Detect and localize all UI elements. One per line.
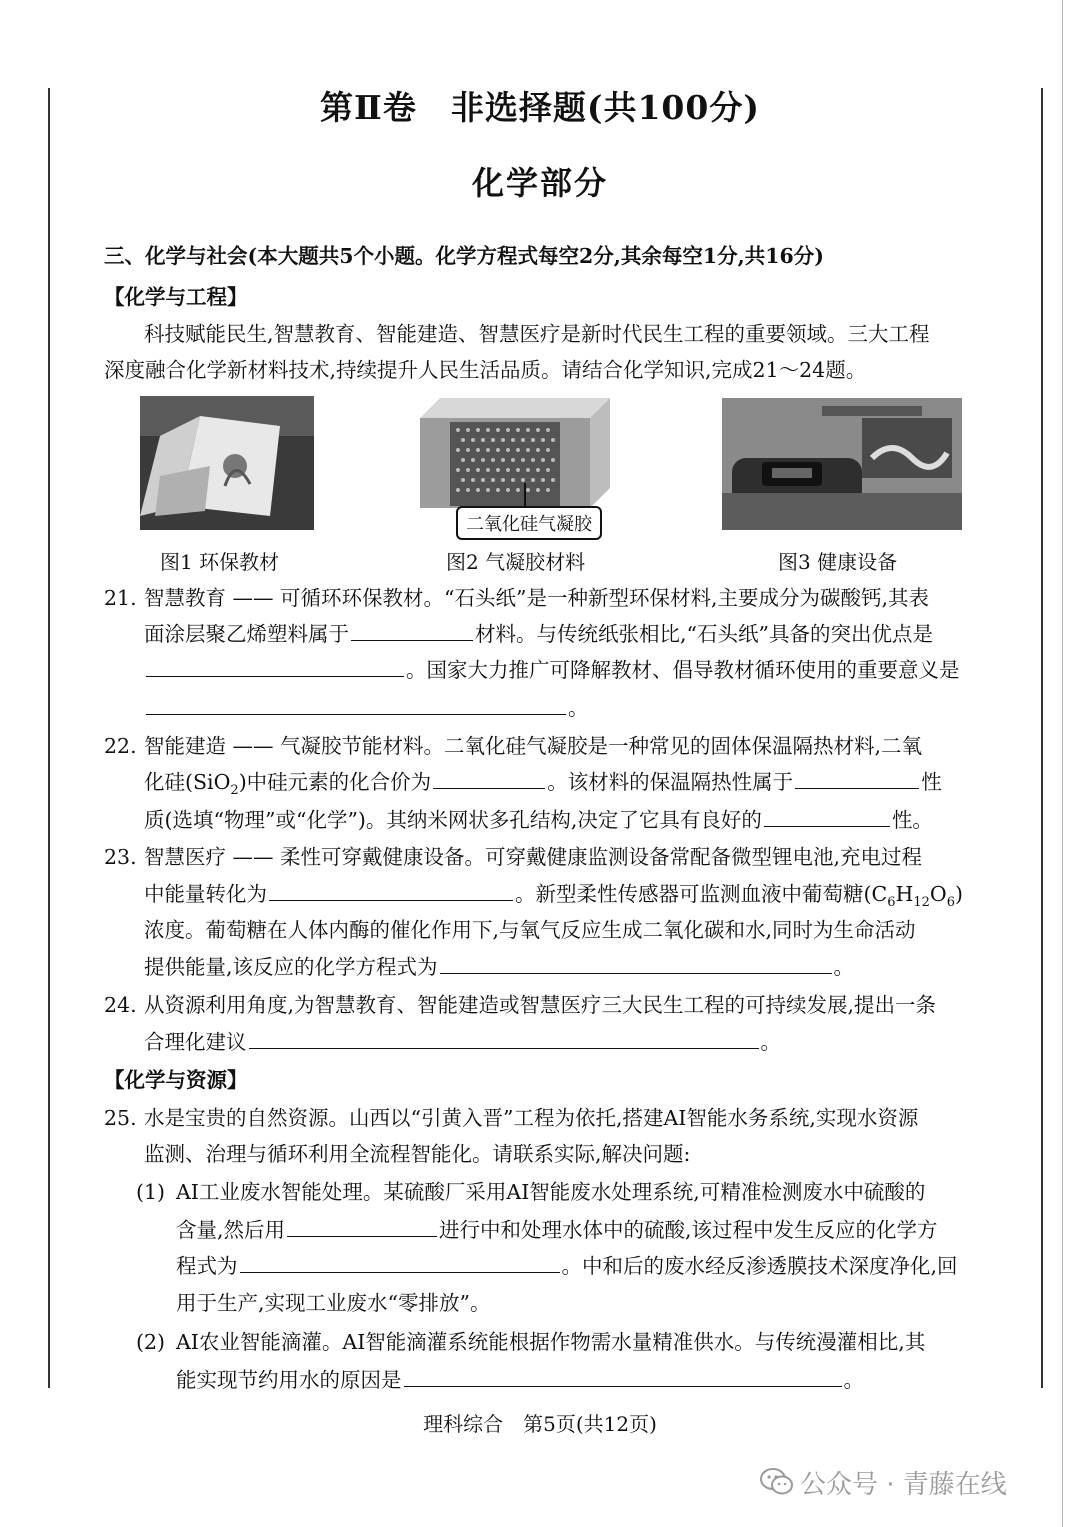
question-22-number: 22. — [104, 734, 137, 758]
q22-text-f: 性。 — [891, 808, 933, 832]
intro-line-2: 深度融合化学新材料技术,持续提升人民生活品质。请结合化学知识,完成21～24题。 — [104, 358, 867, 382]
q23-sub-h: 12 — [913, 895, 930, 911]
sub-question-1-line-1: AI工业废水智能处理。某硫酸厂采用AI智能废水处理系统,可精准检测废水中硫酸的 — [176, 1180, 926, 1204]
question-22-line-1: 智能建造 —— 气凝胶节能材料。二氧化硅气凝胶是一种常见的固体保温隔热材料,二氧 — [144, 734, 923, 758]
q21-text-a: 面涂层聚乙烯塑料属于 — [144, 622, 349, 646]
textbook-photo — [140, 396, 314, 530]
topic-tag-resources: 【化学与资源】 — [104, 1068, 248, 1092]
figure-health-device — [722, 398, 962, 530]
figure-1-caption: 图1 环保教材 — [160, 550, 280, 574]
question-24-line-1: 从资源利用角度,为智慧教育、智能建造或智慧医疗三大民生工程的可持续发展,提出一条 — [144, 993, 937, 1017]
q25-1-text-b: 进行中和处理水体中的硫酸,该过程中发生反应的化学方 — [439, 1218, 938, 1242]
q22-subscript: 2 — [230, 783, 239, 799]
page-title: 第Ⅱ卷 非选择题(共100分) — [320, 88, 760, 127]
q24-text-a: 合理化建议 — [144, 1030, 247, 1054]
q23-close: ) — [955, 882, 963, 906]
question-22-line-2 — [144, 768, 942, 805]
question-21-line-3 — [144, 656, 960, 684]
answer-blank-23b[interactable] — [440, 955, 832, 974]
question-24-line-2 — [144, 1028, 781, 1056]
sub-question-1-line-4: 用于生产,实现工业废水“零排放”。 — [176, 1291, 491, 1315]
question-23-line-3: 浓度。葡萄糖在人体内酶的催化作用下,与氧气反应生成二氧化碳和水,同时为生命活动 — [144, 918, 916, 942]
section-title: 化学部分 — [471, 164, 608, 202]
q22-text-d: 性 — [921, 770, 942, 794]
q21-text-b: 材料。与传统纸张相比,“石头纸”具备的突出优点是 — [475, 622, 933, 646]
sub-question-1-line-3 — [176, 1252, 958, 1280]
answer-blank-21b[interactable] — [146, 658, 404, 677]
question-23-number: 23. — [104, 845, 137, 869]
question-21-line-4 — [144, 694, 589, 722]
q25-1-text-d: 。中和后的废水经反渗透膜技术深度净化,回 — [561, 1254, 958, 1278]
q23-text-e: 。 — [833, 955, 855, 979]
watermark-text: 公众号 · 青藤在线 — [800, 1470, 1007, 1500]
q22-text-b: )中硅元素的化合价为 — [238, 770, 432, 794]
answer-blank-24[interactable] — [249, 1030, 759, 1049]
page-footer: 理科综合 第5页(共12页) — [423, 1412, 657, 1436]
question-21-line-1: 智慧教育 —— 可循环环保教材。“石头纸”是一种新型环保材料,主要成分为碳酸钙,其表 — [144, 586, 930, 610]
q25-2-text-a: 能实现节约用水的原因是 — [176, 1368, 402, 1392]
answer-blank-25a[interactable] — [287, 1218, 437, 1237]
intro-line-1: 科技赋能民生,智慧教育、智能建造、智慧医疗是新时代民生工程的重要领域。三大工程 — [144, 322, 930, 346]
sub-question-2-line-2 — [176, 1366, 864, 1394]
figure-3-caption: 图3 健康设备 — [778, 550, 898, 574]
question-24-number: 24. — [104, 993, 137, 1017]
wechat-icon — [760, 1467, 794, 1504]
q22-text-c: 。该材料的保温隔热性属于 — [547, 770, 794, 794]
figure-2-caption: 图2 气凝胶材料 — [446, 550, 586, 574]
answer-blank-23a[interactable] — [269, 882, 513, 901]
q23-text-b: 。新型柔性传感器可监测血液中葡萄糖(C — [515, 882, 888, 906]
binding-edge-line — [1062, 0, 1063, 1527]
q23-text-d: 提供能量,该反应的化学方程式为 — [144, 955, 438, 979]
q23-o: O — [929, 882, 947, 906]
q24-text-b: 。 — [760, 1030, 781, 1054]
left-margin-rule — [48, 88, 50, 1388]
question-25-number: 25. — [104, 1106, 137, 1130]
question-23-line-1: 智慧医疗 —— 柔性可穿戴健康设备。可穿戴健康监测设备常配备微型锂电池,充电过程 — [144, 845, 923, 869]
topic-tag-engineering: 【化学与工程】 — [104, 285, 248, 309]
answer-blank-25c[interactable] — [404, 1368, 842, 1387]
aerogel-label: 二氧化硅气凝胶 — [456, 506, 602, 540]
sub-question-2-number: (2) — [136, 1330, 166, 1354]
q25-2-text-b: 。 — [843, 1368, 864, 1392]
right-margin-rule — [1041, 88, 1043, 1388]
q23-h: H — [895, 882, 914, 906]
answer-blank-25b[interactable] — [240, 1254, 560, 1273]
sub-question-1-line-2 — [176, 1216, 938, 1244]
sub-question-1-number: (1) — [136, 1180, 166, 1204]
question-23-line-2 — [144, 880, 963, 917]
answer-blank-21c[interactable] — [146, 696, 566, 715]
q23-sub-c: 6 — [887, 895, 896, 911]
q25-1-text-c: 程式为 — [176, 1254, 238, 1278]
section-heading: 三、化学与社会(本大题共5个小题。化学方程式每空2分,其余每空1分,共16分) — [104, 244, 824, 268]
question-21-line-2 — [144, 620, 933, 648]
watermark — [760, 1464, 1007, 1504]
q23-sub-o: 6 — [946, 895, 955, 911]
answer-blank-22c[interactable] — [764, 808, 890, 827]
question-22-line-3 — [144, 806, 933, 834]
answer-blank-22b[interactable] — [795, 770, 919, 789]
question-25-line-2: 监测、治理与循环利用全流程智能化。请联系实际,解决问题: — [144, 1142, 691, 1166]
q22-text-a: 化硅(SiO — [144, 770, 231, 794]
q21-text-d: 。 — [568, 696, 589, 720]
q25-1-text-a: 含量,然后用 — [176, 1218, 286, 1242]
question-23-line-4 — [144, 953, 854, 981]
answer-blank-21a[interactable] — [351, 622, 473, 641]
sub-question-2-line-1: AI农业智能滴灌。AI智能滴灌系统能根据作物需水量精准供水。与传统漫灌相比,其 — [176, 1330, 926, 1354]
question-21-number: 21. — [104, 586, 137, 610]
figure-eco-textbook — [140, 396, 314, 530]
q23-text-a: 中能量转化为 — [144, 882, 267, 906]
q22-text-e: 质(选填“物理”或“化学”)。其纳米网状多孔结构,决定了它具有良好的 — [144, 808, 762, 832]
question-25-line-1: 水是宝贵的自然资源。山西以“引黄入晋”工程为依托,搭建AI智能水务系统,实现水资源 — [144, 1106, 919, 1130]
answer-blank-22a[interactable] — [433, 770, 545, 789]
wearable-device-photo — [722, 398, 962, 530]
q21-text-c: 。国家大力推广可降解教材、倡导教材循环使用的重要意义是 — [406, 658, 960, 682]
